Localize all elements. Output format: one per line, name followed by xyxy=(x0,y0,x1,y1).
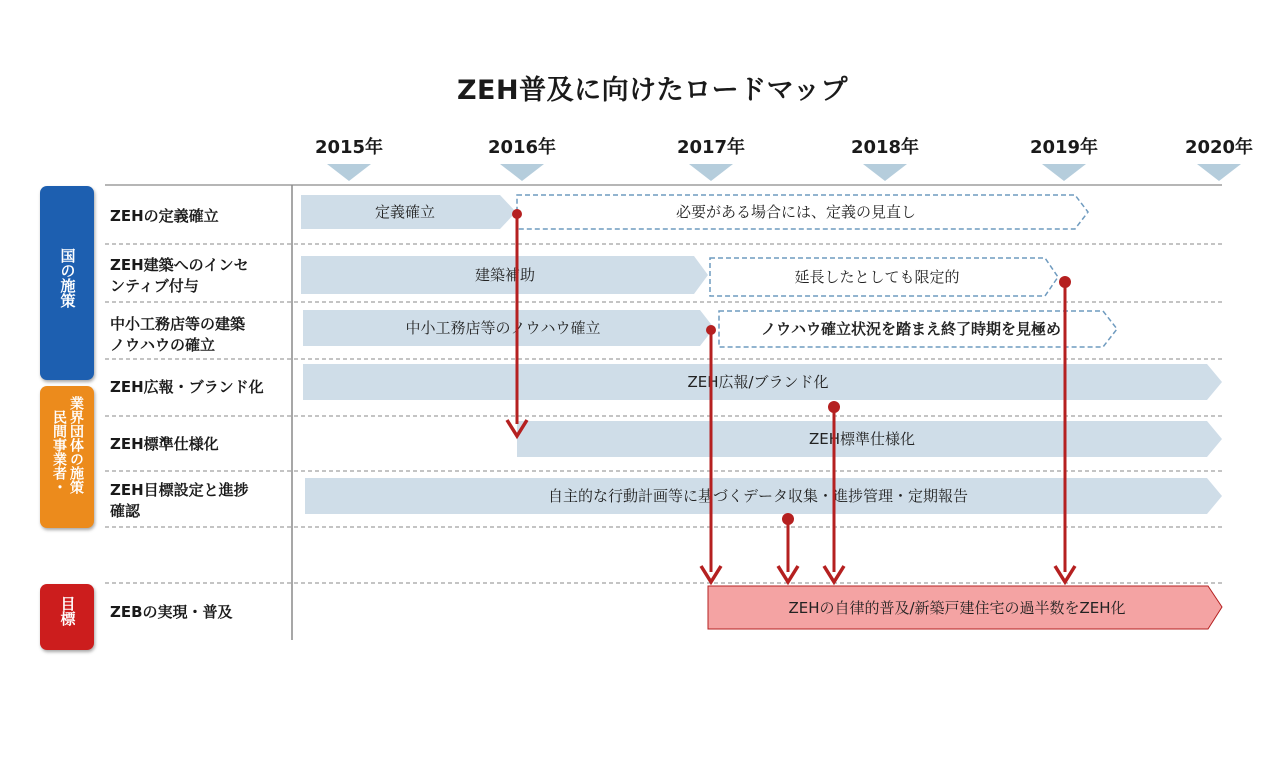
industry-measures-label-line1: 民間事業者・ xyxy=(51,410,67,494)
year-2018: 2018年 xyxy=(850,137,920,158)
bar-label-branding: ZEH広報/ブランド化 xyxy=(687,373,829,391)
year-markers xyxy=(327,164,1241,181)
bar-label-subsidy-extension: 延長したとしても限定的 xyxy=(794,268,960,286)
year-marker-2016 xyxy=(500,164,544,181)
bars xyxy=(301,195,1222,629)
bar-label-standard: ZEH標準仕様化 xyxy=(808,430,916,448)
year-marker-2018 xyxy=(863,164,907,181)
row-label-zeb: ZEBの実現・普及 xyxy=(110,603,233,621)
industry-measures-label-line2: 業界団体の施策 xyxy=(68,396,84,494)
row-label-zeh-standard: ZEH標準仕様化 xyxy=(110,435,219,453)
government-measures-label: 国の施策 xyxy=(40,186,94,380)
page-title: ZEH普及に向けたロードマップ xyxy=(456,75,849,106)
year-2015: 2015年 xyxy=(314,137,384,158)
year-marker-2017 xyxy=(689,164,733,181)
row-label-zeh-incentive: ZEH建築へのインセ ンティブ付与 xyxy=(110,256,249,295)
year-marker-2020 xyxy=(1197,164,1241,181)
year-2020: 2020年 xyxy=(1184,137,1254,158)
bar-label-definition-review: 必要がある場合には、定義の見直し xyxy=(675,203,917,221)
bar-label-knowhow-end: ノウハウ確立状況を踏まえ終了時期を見極め xyxy=(760,320,1062,338)
bar-label-goal: ZEHの自律的普及/新築戸建住宅の過半数をZEH化 xyxy=(788,599,1126,617)
arrow-progress-to-goal xyxy=(778,513,798,582)
bar-label-progress: 自主的な行動計画等に基づくデータ収集・進捗管理・定期報告 xyxy=(547,487,969,505)
goal-label: 目標 xyxy=(40,584,94,650)
row-label-zeh-definition: ZEHの定義確立 xyxy=(110,207,219,225)
year-marker-2015 xyxy=(327,164,371,181)
row-label-zeh-branding: ZEH広報・ブランド化 xyxy=(110,378,264,396)
bar-label-knowhow: 中小工務店等のノウハウ確立 xyxy=(405,319,601,337)
year-2016: 2016年 xyxy=(487,137,557,158)
year-marker-2019 xyxy=(1042,164,1086,181)
year-2017: 2017年 xyxy=(676,137,746,158)
year-2019: 2019年 xyxy=(1029,137,1099,158)
bar-label-definition: 定義確立 xyxy=(374,203,436,221)
row-label-builder-knowhow: 中小工務店等の建築 ノウハウの確立 xyxy=(110,315,246,354)
row-label-zeh-targets: ZEH目標設定と進捗 確認 xyxy=(110,481,249,520)
grid xyxy=(105,185,1222,640)
bar-label-subsidy: 建築補助 xyxy=(474,266,536,284)
